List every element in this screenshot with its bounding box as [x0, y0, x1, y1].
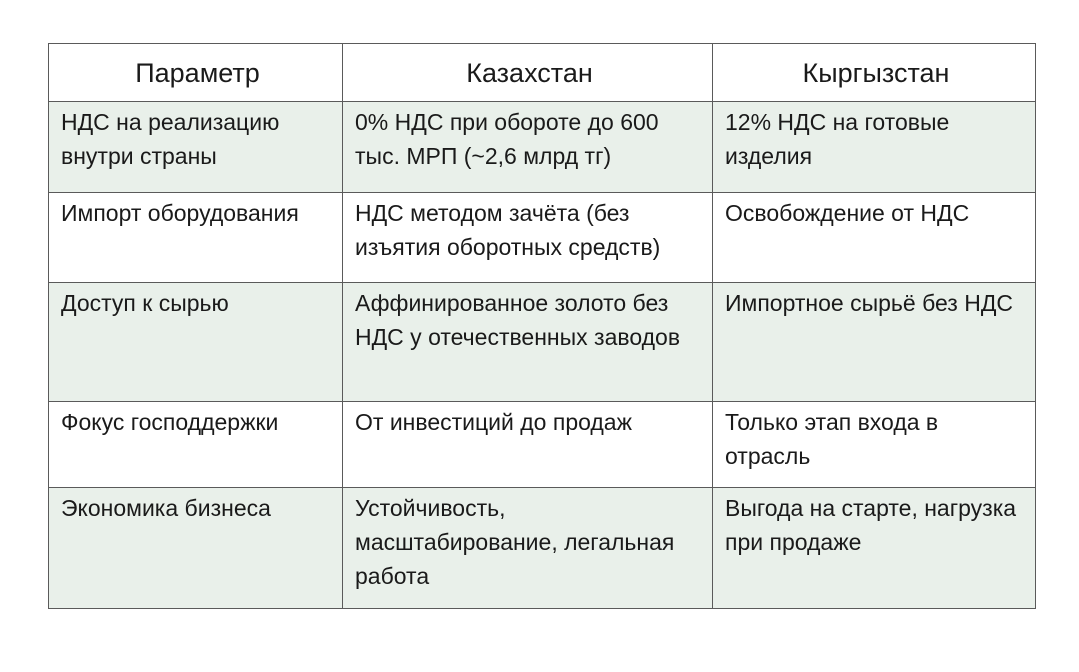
cell-kyrgyzstan: Импортное сырьё без НДС [713, 283, 1036, 402]
comparison-table [48, 43, 1036, 609]
cell-kazakhstan: Аффинированное золото без НДС у отечественных заводов [343, 283, 713, 402]
cell-kyrgyzstan: Освобождение от НДС [713, 193, 1036, 283]
table-row [49, 283, 1036, 402]
header-kyrgyzstan: Кыргызстан [713, 44, 1036, 102]
cell-kazakhstan: 0% НДС при обороте до 600 тыс. МРП (~2,6 млрд тг) [343, 102, 713, 193]
cell-parameter: Фокус господдержки [49, 402, 343, 488]
header-row [49, 44, 1036, 102]
cell-parameter: Доступ к сырью [49, 283, 343, 402]
cell-kyrgyzstan: Выгода на старте, нагрузка при продаже [713, 488, 1036, 609]
cell-kazakhstan: НДС методом зачёта (без изъятия оборотных средств) [343, 193, 713, 283]
cell-parameter: Импорт оборудования [49, 193, 343, 283]
table-row [49, 488, 1036, 609]
header-parameter: Параметр [49, 44, 343, 102]
cell-kyrgyzstan: 12% НДС на готовые изделия [713, 102, 1036, 193]
cell-kazakhstan: От инвестиций до продаж [343, 402, 713, 488]
cell-parameter: НДС на реализацию внутри страны [49, 102, 343, 193]
table-row [49, 402, 1036, 488]
header-kazakhstan: Казахстан [343, 44, 713, 102]
cell-kyrgyzstan: Только этап входа в отрасль [713, 402, 1036, 488]
cell-parameter: Экономика бизнеса [49, 488, 343, 609]
table-row [49, 102, 1036, 193]
table-row [49, 193, 1036, 283]
cell-kazakhstan: Устойчивость, масштабирование, легальная работа [343, 488, 713, 609]
